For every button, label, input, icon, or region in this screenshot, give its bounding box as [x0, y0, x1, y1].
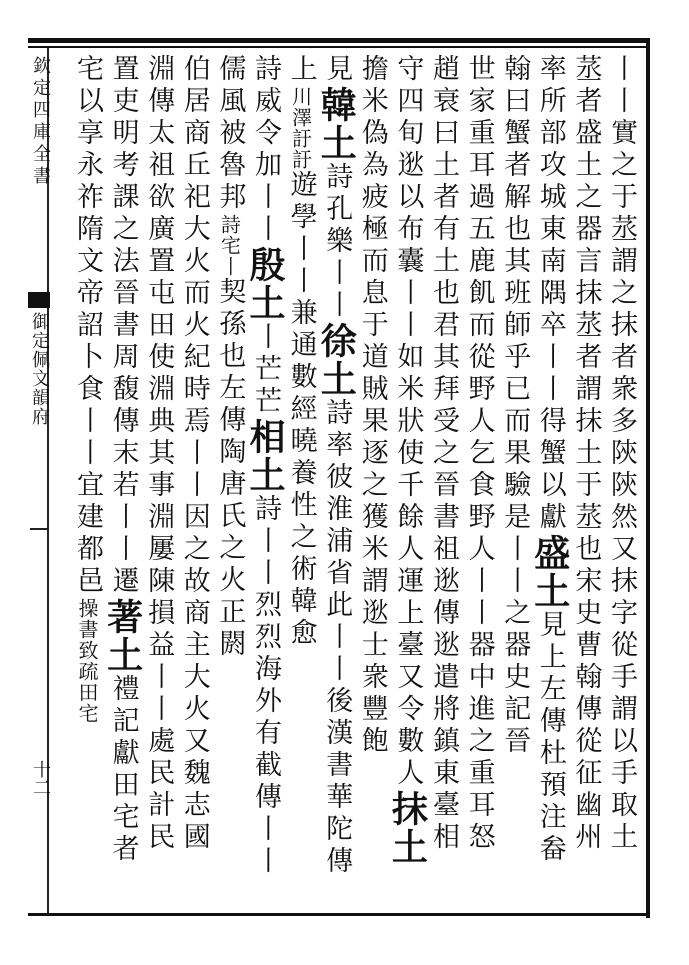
text-column: [460, 54, 498, 914]
headword: 相土: [244, 418, 286, 494]
column-text: 世家重耳過五鹿飢而從野人乞食野人丨丨器中進之重耳怒: [463, 54, 495, 854]
text-column: [282, 54, 320, 914]
column-text: 川澤訏訏: [288, 86, 313, 170]
column-text: 置吏明考課之法晉書周馥傳末若丨丨遷: [107, 54, 139, 598]
column-text: 伯居商丘祀大火而火紀時焉丨丨因之故商主大火又魏志國: [178, 54, 210, 854]
text-column: [175, 54, 213, 914]
frame-top-inner-rule: [28, 46, 648, 48]
column-text: 䒱者盛土之器言抹䒱者謂抹土于䒱也宋史曹翰傳從征幽州: [570, 54, 602, 854]
margin-collection-title: 欽定四庫全書: [30, 56, 51, 188]
frame-top-rule: [28, 38, 648, 43]
column-text: 丨芒芒: [250, 322, 281, 418]
text-column: [210, 54, 248, 914]
column-text: 契孫也左傳陶唐氏之火正閼: [214, 277, 246, 661]
column-text: 率所部攻城東南隅卒丨丨得蟹以獻: [534, 54, 566, 534]
column-text: 淵傳太祖欲廣置屯田使淵典其事淵屢陳損益丨丨處民計民: [143, 54, 175, 854]
margin-book-title: 御定佩文韻府: [29, 312, 50, 426]
column-text: 翰曰蟹者解也其班師乎已而果驗: [499, 54, 531, 502]
headword: 盛土: [528, 534, 571, 610]
column-text: 詩威令加丨丨: [250, 54, 281, 246]
text-column: [528, 54, 571, 914]
folio-number: 十二: [30, 760, 51, 796]
column-text: 守四旬逖以布囊丨丨如米狀使千餘人運上臺又令數人: [392, 54, 424, 790]
headword: 韓土: [315, 86, 358, 162]
headword: 殷土: [244, 246, 286, 322]
column-text: 詩丨丨烈烈海外有截傳丨丨: [250, 494, 281, 878]
text-column: [353, 54, 391, 914]
column-text: 詩宅丨: [217, 214, 242, 277]
headword: 徐土: [315, 322, 358, 398]
text-column: [315, 54, 358, 914]
column-text: 遊學丨丨兼通數經曉養性之術韓愈: [285, 170, 317, 650]
text-column: [424, 54, 462, 914]
column-text: 詩孔樂丨丨: [321, 162, 353, 322]
column-text: 操書致疏田宅: [75, 598, 99, 724]
frame-right-rule: [646, 38, 650, 918]
text-column: [139, 54, 177, 914]
headword: 著土: [101, 598, 144, 674]
column-text: 上: [285, 54, 317, 86]
text-column: [68, 54, 106, 914]
column-text: 趙衰曰土者有土也君其拜受之晉書祖逖傳逖遣將鎮東臺相: [428, 54, 459, 854]
text-column: [566, 54, 604, 914]
fishtail-mark: [28, 292, 50, 308]
column-text: 見上左傳杜預注畚: [534, 610, 566, 866]
text-column: [495, 54, 533, 914]
column-text: 禮記獻田宅者: [107, 674, 139, 866]
column-text: 詩率彼淮浦省此丨丨後漢書華陀傳: [321, 398, 353, 878]
text-column: [101, 54, 144, 914]
text-column: [386, 54, 429, 914]
column-text: 見: [321, 54, 353, 86]
text-column: [246, 54, 284, 914]
column-text: 儒風被魯邦: [214, 54, 246, 214]
column-text: 擔米偽為疲極而息于道賊果逐之獲米謂逖士衆豐飽: [356, 54, 388, 758]
headword: 抹土: [386, 790, 429, 866]
margin-tick: [30, 528, 48, 530]
column-text: 是丨丨之器史記晉: [499, 502, 531, 758]
column-text: 丨丨實之于䒱謂之抹者衆多陝陝然又抹字從手謂以手取土: [606, 54, 637, 854]
column-text: 宅以享永祚隋文帝詔卜食丨丨宜建都邑: [72, 54, 103, 598]
text-column: [602, 54, 640, 914]
